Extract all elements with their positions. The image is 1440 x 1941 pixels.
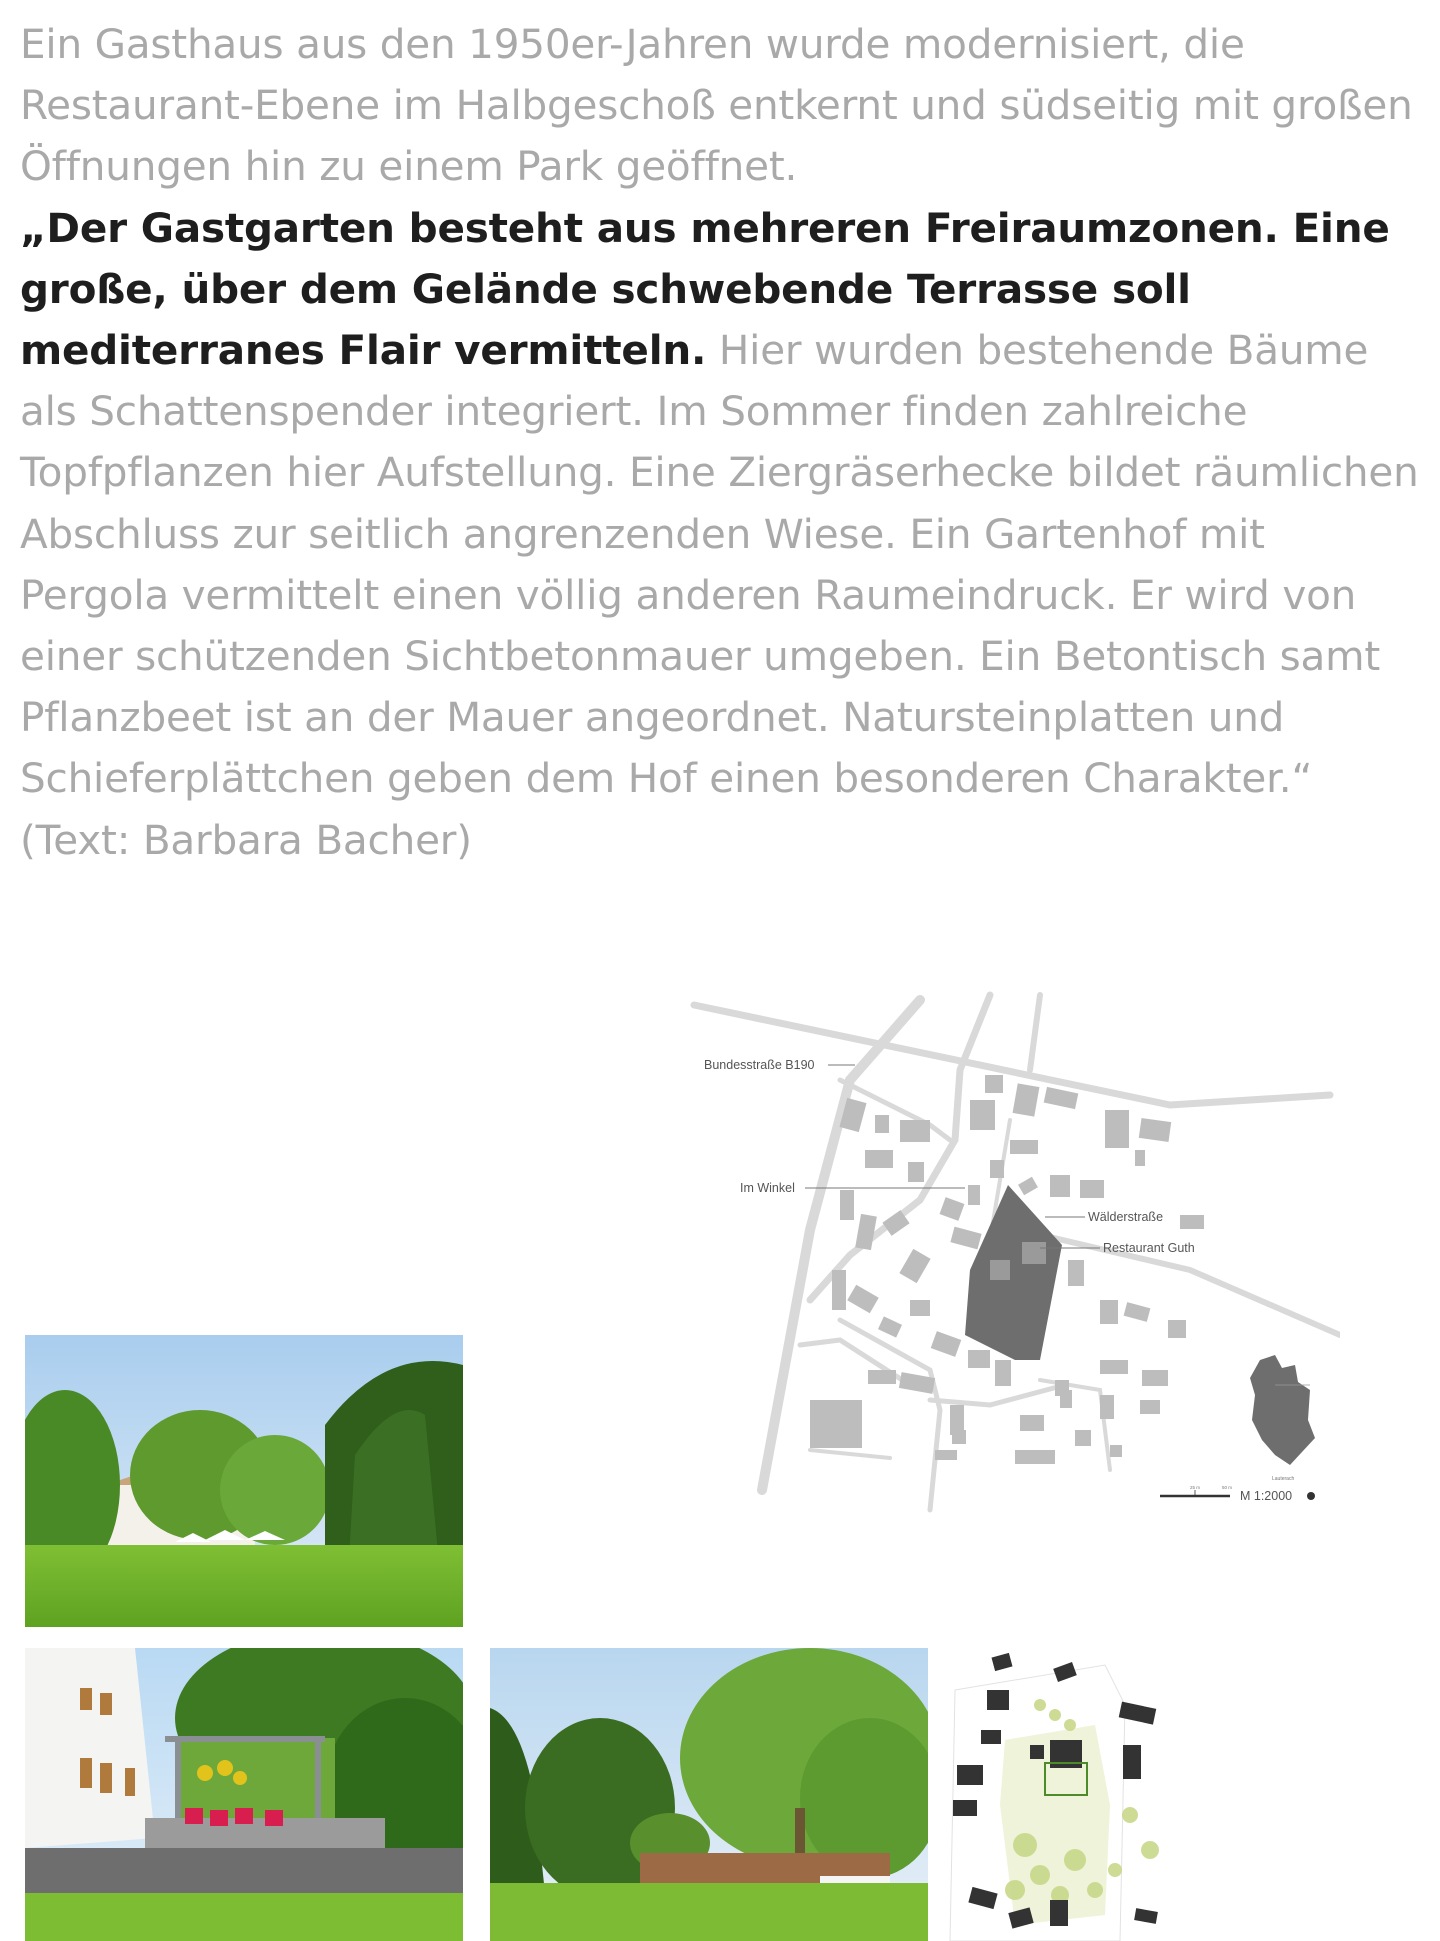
north-arrow-icon [1307, 1492, 1315, 1500]
restaurant-guth-block [965, 1185, 1062, 1360]
quote-paragraph [20, 198, 1425, 871]
label-im-winkel: Im Winkel [740, 1181, 795, 1195]
region-inset-shape [1250, 1355, 1315, 1465]
quote-rest: Hier wurden bestehende Bäume als Schattenspender integriert. Im Sommer finden zahlreiche Topfpflanzen hier Aufstellung. Eine Ziergräserhecke bildet räumlichen Abschluss zur seitlich angrenzenden Wiese. Ein Gartenhof mit Pergola vermittelt einen völlig anderen Raumeindruck. Er wird von einer schützenden Sichtbetonmauer umgeben. Ein Betontisch samt Pflanzbeet ist an der Mauer angeordnet. Natursteinplatten und Schieferplättchen geben dem Hof einen besonderen Charakter.“ (Text: Barbara Bacher) [20, 326, 1419, 864]
photo-garden-trees [490, 1648, 928, 1941]
intro-text: Ein Gasthaus aus den 1950er-Jahren wurde modernisiert, die Restaurant-Ebene im Halbgeschoß entkernt und südseitig mit großen Öffnungen hin zu einem Park geöffnet. [20, 20, 1413, 191]
intro-paragraph [20, 14, 1425, 198]
scale-tick-50: 50 m [1222, 1485, 1233, 1490]
label-road-b190: Bundesstraße B190 [704, 1058, 815, 1072]
article-text [20, 14, 1425, 871]
label-waelderstrasse: Wälderstraße [1088, 1210, 1164, 1224]
photo-garden-lawn [25, 1335, 463, 1627]
photo-courtyard-pergola [25, 1648, 463, 1941]
site-map [690, 990, 1340, 1520]
label-restaurant: Restaurant Guth [1103, 1241, 1195, 1255]
scale-label: M 1:2000 [1240, 1489, 1293, 1503]
site-plan-drawing [945, 1645, 1175, 1941]
quote-lead: „Der Gastgarten besteht aus mehreren Freiraumzonen. Eine große, über dem Gelände schwebende Terrasse soll mediterranes Flair vermitteln. [20, 203, 1390, 375]
inset-place-label: Lauterach [1272, 1476, 1295, 1482]
scale-tick-25: 25 m [1190, 1485, 1201, 1490]
